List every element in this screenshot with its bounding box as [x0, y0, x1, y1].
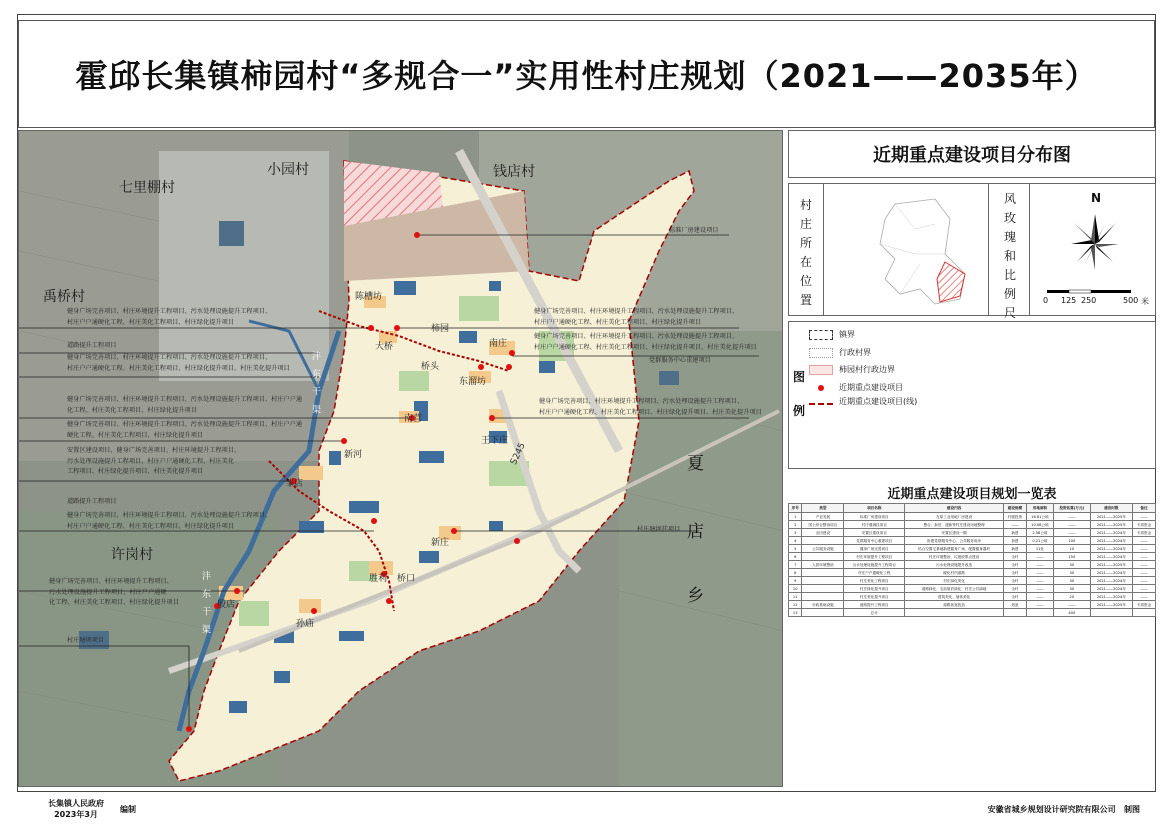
table-cell: 9	[789, 577, 802, 585]
annotation-a2: 健身广场完善项目、村庄环境提升工程项目、污水处理设施提升工程项目、 村庄户户通硬化工程、村庄美化工程项目、村庄绿化提升项目	[67, 308, 272, 326]
footer-org: 长集镇人民政府 2023年3月	[48, 799, 104, 819]
table-cell: 结合空置宅基地新建健身广场、配置健身器材	[905, 545, 1004, 553]
place-label: 桥头	[421, 362, 440, 372]
table-cell: ——	[1026, 561, 1053, 569]
table-cell: 道路拓宽改造	[905, 601, 1004, 609]
table-header-cell: 项目名称	[844, 504, 905, 513]
annotation-a7: 健身广场完善项目、村庄环境提升工程项目、污水处理设施提升工程项目、 村庄户户通硬化工程、村庄美化工程项目、村庄绿化提升项目、村庄美化提升项目	[539, 398, 762, 416]
table-cell: ——	[1133, 577, 1156, 585]
table-row	[789, 601, 1156, 609]
table-cell: 0.21公顷	[1026, 537, 1053, 545]
table-cell: 全村	[1003, 593, 1026, 601]
table-cell	[802, 593, 844, 601]
table-cell: ——	[1003, 521, 1026, 529]
table-cell: 标准厂房建设项目	[844, 513, 905, 521]
table-cell: 村庄绿化美化	[905, 577, 1004, 585]
annotation-a17: 村庄塘坝项目	[67, 637, 105, 644]
neighbor-village-xiaoyuan: 小园村	[267, 162, 309, 178]
table-cell: ——	[1053, 601, 1090, 609]
table-row	[789, 609, 1156, 617]
table-cell: 村庄美化提升项目	[844, 593, 905, 601]
table-body	[789, 513, 1156, 617]
table-cell: 3	[789, 529, 802, 537]
table-cell: 全村	[1003, 561, 1026, 569]
table-cell: 2021——2025年	[1090, 513, 1132, 521]
road-label: S245	[509, 441, 528, 467]
table-cell: ——	[1133, 537, 1156, 545]
table-header-cell: 序号	[789, 504, 802, 513]
table-cell: 道路提升工程项目	[844, 601, 905, 609]
xiadian-char-1: 夏	[687, 454, 704, 474]
table-header-cell: 建设时限	[1090, 504, 1132, 513]
table-cell: 10.08公顷	[1026, 521, 1053, 529]
canal-label: 沣 东 干 渠	[310, 351, 320, 417]
table-cell	[1026, 609, 1053, 617]
place-label: 孙庙	[296, 619, 315, 629]
table-cell: 11	[789, 593, 802, 601]
table-cell: 100	[1053, 537, 1090, 545]
table-cell	[802, 609, 844, 617]
table-cell: 拆建党群服务中心、公共服务用房	[905, 537, 1004, 545]
table-cell: 健身广场完善项目	[844, 545, 905, 553]
table-row	[789, 513, 1156, 521]
wind-rose-and-scale	[1031, 184, 1156, 315]
table-cell: 全村	[1003, 553, 1026, 561]
xiadian-char-3: 乡	[687, 586, 704, 606]
table-cell	[1133, 609, 1156, 617]
table-cell: 产业发展	[802, 513, 844, 521]
legend-item-project-line: 近期重点建设项目(线)	[809, 396, 917, 407]
legend-item-town-boundary: 镇界	[809, 329, 855, 340]
table-cell	[802, 537, 844, 545]
table-cell: 整合、拆旧、建新等村庄建设用地整理	[905, 521, 1004, 529]
scale-0: 0	[1043, 296, 1049, 305]
annotation-a14: 健身广场完善项目、村庄环境提升工程项目、污水处理设施提升工程项目、 村庄户户通硬化工程、村庄美化工程项目、村庄绿化提升项目	[67, 512, 272, 530]
table-cell: 2	[789, 521, 802, 529]
annotation-a8: 党群服务中心重建项目	[649, 357, 711, 364]
place-label: 大桥	[375, 342, 394, 352]
table-row	[789, 521, 1156, 529]
table-cell: 新建	[1003, 529, 1026, 537]
table-cell: ——	[1133, 561, 1156, 569]
rose-label: 风 玫 瑰 和 比 例 尺	[1003, 192, 1016, 320]
table-cell: 村庄绿化提升项目	[844, 585, 905, 593]
table-cell: 20	[1053, 593, 1090, 601]
table-cell: ——	[1133, 513, 1156, 521]
table-cell: 2021——2024年	[1090, 537, 1132, 545]
annotation-a16: 健身广场完善项目、村庄环境提升工程项目、 污水处理设施提升工程项目、村庄户户通硬 化工程、村庄美化工程项目、村庄绿化提升项目	[49, 578, 179, 606]
table-cell: 全村	[1003, 585, 1026, 593]
rose-label-cell	[990, 184, 1030, 320]
table-title: 近期重点建设项目规划一览表	[887, 487, 1057, 502]
table-cell: ——	[1133, 553, 1156, 561]
table-cell: 道路绿化、宅前屋后绿化、村庄公共绿地	[905, 585, 1004, 593]
table-cell: 专项资金	[1133, 529, 1156, 537]
table-cell: ——	[1026, 585, 1053, 593]
place-label: 桥口	[397, 574, 416, 584]
place-label: 柿园	[431, 324, 450, 334]
table-cell: ——	[1133, 585, 1156, 593]
table-cell: 2021——2024年	[1090, 553, 1132, 561]
table-cell	[1003, 609, 1026, 617]
table-cell: 在原工业用地厂房建设	[905, 513, 1004, 521]
table-cell: 2021——2024年	[1090, 593, 1132, 601]
table-cell: 公共服务设施	[802, 545, 844, 553]
table-cell: ——	[1026, 553, 1053, 561]
table-cell: ——	[1053, 529, 1090, 537]
table-cell: 10	[789, 585, 802, 593]
table-cell: 2021——2025年	[1090, 561, 1132, 569]
table-header-cell: 备注	[1133, 504, 1156, 513]
dotted-box-icon	[809, 348, 833, 358]
table-cell: 6	[789, 553, 802, 561]
table-cell: 村庄环境提升工程项目	[844, 553, 905, 561]
table-cell: 30	[1053, 569, 1090, 577]
table-cell: 12	[789, 601, 802, 609]
table-cell: 全村	[1003, 577, 1026, 585]
table-cell: 2021——2025年	[1090, 521, 1132, 529]
footer-designer: 安徽省城乡规划设计研究院有限公司 制图	[987, 805, 1140, 814]
location-minimap	[825, 184, 989, 315]
table-cell	[1090, 609, 1132, 617]
table-cell: 村庄环境整治、垃圾收集点建设	[905, 553, 1004, 561]
table-cell: 污水处理设施提升改造	[905, 561, 1004, 569]
table-cell: 专项资金	[1133, 601, 1156, 609]
table-cell	[905, 609, 1004, 617]
annotation-a4: 道路提升工程项目	[67, 342, 117, 349]
table-row	[789, 553, 1156, 561]
table-cell: 拆建	[1003, 537, 1026, 545]
table-cell: 2021——2024年	[1090, 545, 1132, 553]
scale-125: 125	[1061, 296, 1077, 305]
table-cell: ——	[1026, 569, 1053, 577]
xiadian-char-2: 店	[687, 522, 704, 542]
annotation-a9: 健身广场完善项目、村庄环境提升工程项目、污水处理设施提升工程项目、村庄户户通 化工程、村庄美化工程项目、村庄绿化提升项目	[67, 396, 303, 414]
red-dot-icon	[809, 383, 833, 393]
place-label: 殷店	[217, 600, 236, 610]
place-label: 南营	[404, 414, 423, 424]
legend	[788, 321, 1156, 469]
legend-item-project-point: 近期重点建设项目	[809, 382, 903, 393]
table-cell: 总计	[844, 609, 905, 617]
table-cell: ——	[1133, 545, 1156, 553]
table-cell: 市政基础设施	[802, 601, 844, 609]
annotation-a13: 道路提升工程项目	[67, 498, 117, 505]
location-and-rose-box	[788, 183, 1156, 320]
table-cell: 建筑美化、墙体美化	[905, 593, 1004, 601]
table-cell: 2021——2024年	[1090, 529, 1132, 537]
table-cell: 7	[789, 561, 802, 569]
annotation-a6: 健身广场完善项目、村庄环境提升工程项目、污水处理设施提升工程项目、 村庄户户通硬化工程、村庄美化工程项目、村庄绿化提升项目、村庄美化提升项目	[534, 333, 757, 351]
table-row	[789, 569, 1156, 577]
table-cell: 2021——2024年	[1090, 585, 1132, 593]
table-cell	[802, 577, 844, 585]
table-cell: ——	[1026, 577, 1053, 585]
table-header-cell: 类型	[802, 504, 844, 513]
table-cell: 30	[1053, 577, 1090, 585]
legend-item-shiyuan-boundary: 柿园村行政边界	[809, 364, 895, 375]
place-label: 新庄	[431, 538, 450, 548]
annotation-a1: 标准厂房建设项目	[669, 227, 719, 234]
table-cell: 10	[1053, 545, 1090, 553]
table-cell: 新建	[1003, 545, 1026, 553]
neighbor-village-yuqiao: 禹桥村	[43, 289, 85, 305]
table-cell: ——	[1026, 593, 1053, 601]
project-table	[788, 503, 1156, 617]
place-label: 新河	[344, 450, 363, 460]
table-cell: 2.58公顷	[1026, 529, 1053, 537]
table-cell: 全村	[1003, 569, 1026, 577]
annotation-a10: 健身广场完善项目、村庄环境提升工程项目、污水处理设施提升工程项目、村庄户户通 硬化工程、村庄美化工程项目、村庄绿化提升项目	[67, 421, 303, 439]
table-cell: 安置区建设项目	[844, 529, 905, 537]
table-row	[789, 593, 1156, 601]
annotation-a12: 安置区建设项目、健身广场完善项目、村庄环境提升工程项目、 污水处理设施提升工程项目、村庄户户通硬化工程、村庄美化 工程项目、村庄绿化提升项目、村庄美化提升项目	[67, 447, 241, 475]
table-row	[789, 561, 1156, 569]
location-label: 村 庄 所 在 位 置	[799, 198, 812, 307]
table-cell	[802, 569, 844, 577]
neighbor-village-xugang: 许岗村	[111, 547, 153, 563]
table-cell: 村庄美化工程项目	[844, 577, 905, 585]
table-header-cell: 用地面积	[1026, 504, 1053, 513]
table-cell: 农田建设	[802, 529, 844, 537]
table-cell: 13	[789, 609, 802, 617]
table-cell: 村庄户户通硬化工程	[844, 569, 905, 577]
table-cell: 16.81公顷	[1026, 513, 1053, 521]
table-cell: 人居环境整治	[802, 561, 844, 569]
table-cell: ——	[1053, 513, 1090, 521]
place-label: 胜利	[369, 574, 388, 584]
table-cell: 村庄增减挂项目	[844, 521, 905, 529]
table-row	[789, 529, 1156, 537]
table-header-cell: 建设规模	[1003, 504, 1026, 513]
table-row	[789, 577, 1156, 585]
place-label: 陈槽坊	[355, 292, 383, 302]
place-label: 东溜坊	[459, 377, 487, 387]
scale-unit: 米	[1141, 297, 1149, 306]
scale-250: 250	[1081, 296, 1097, 305]
main-map[interactable]	[18, 130, 783, 787]
table-row	[789, 545, 1156, 553]
table-cell: 党群服务中心重建项目	[844, 537, 905, 545]
location-label-cell	[789, 184, 824, 315]
table-cell: 硬化村内道路	[905, 569, 1004, 577]
table-cell: 国土综合整治项目	[802, 521, 844, 529]
place-label: 王下庄	[481, 436, 509, 446]
dashed-box-icon	[809, 330, 833, 340]
table-cell: 30	[1053, 585, 1090, 593]
legend-item-village-boundary: 行政村界	[809, 347, 871, 358]
table-cell: 2021——2024年	[1090, 577, 1132, 585]
scale-500: 500	[1123, 296, 1139, 305]
table-cell: ——	[1133, 569, 1156, 577]
table-cell: 拓宽	[1003, 601, 1026, 609]
canal-label: 沣 东 干 渠	[200, 571, 210, 637]
annotation-a5: 健身广场完善项目、村庄环境提升工程项目、污水处理设施提升工程项目、 村庄户户通硬化工程、村庄美化工程项目、村庄绿化提升项目、村庄美化提升项目	[67, 354, 290, 372]
table-cell: 4	[789, 537, 802, 545]
neighbor-village-qiandian: 钱店村	[493, 164, 535, 180]
red-dash-icon	[809, 403, 833, 405]
table-cell: 150	[1053, 553, 1090, 561]
table-row	[789, 585, 1156, 593]
neighbor-village-qilipeng: 七里棚村	[119, 180, 175, 196]
table-cell: 安置区建设一期	[905, 529, 1004, 537]
place-label: 邹店	[285, 479, 304, 489]
table-cell: ——	[1133, 593, 1156, 601]
page-title: 霍邱长集镇柿园村“多规合一”实用性村庄规划（2021——2035年）	[18, 20, 1155, 128]
place-label: 南庄	[489, 339, 508, 349]
legend-title: 图 例	[793, 370, 806, 418]
table-cell	[802, 553, 844, 561]
table-cell: 400	[1053, 609, 1090, 617]
map-heading: 近期重点建设项目分布图	[788, 130, 1156, 178]
location-minimap-graphic	[825, 184, 989, 315]
table-header-cell: 投资估算(万元)	[1053, 504, 1090, 513]
table-row	[789, 537, 1156, 545]
table-cell	[802, 585, 844, 593]
pink-box-icon	[809, 365, 833, 375]
table-cell: 8	[789, 569, 802, 577]
table-header-row	[789, 504, 1156, 513]
table-cell: ——	[1026, 601, 1053, 609]
table-cell: 专项资金	[1133, 521, 1156, 529]
table-header-cell: 建设内容	[905, 504, 1004, 513]
table-cell: 11处	[1026, 545, 1053, 553]
footer-compiled: 编制	[120, 805, 136, 814]
table-cell: 污水处理设施提升工程项目	[844, 561, 905, 569]
table-cell: 2021——2025年	[1090, 601, 1132, 609]
table-cell: ——	[1053, 521, 1090, 529]
table-cell: 2021——2024年	[1090, 569, 1132, 577]
table-cell: 30	[1053, 561, 1090, 569]
annotation-a15: 村庄塘坝挂项目	[637, 526, 681, 533]
table-cell: 1	[789, 513, 802, 521]
north-label: N	[1091, 191, 1102, 205]
table-cell: 村级投资	[1003, 513, 1026, 521]
annotation-a3: 健身广场完善项目、村庄环境提升工程项目、污水处理设施提升工程项目、 村庄户户通硬化工程、村庄美化工程项目、村庄绿化提升项目	[534, 308, 739, 326]
table-cell: 5	[789, 545, 802, 553]
